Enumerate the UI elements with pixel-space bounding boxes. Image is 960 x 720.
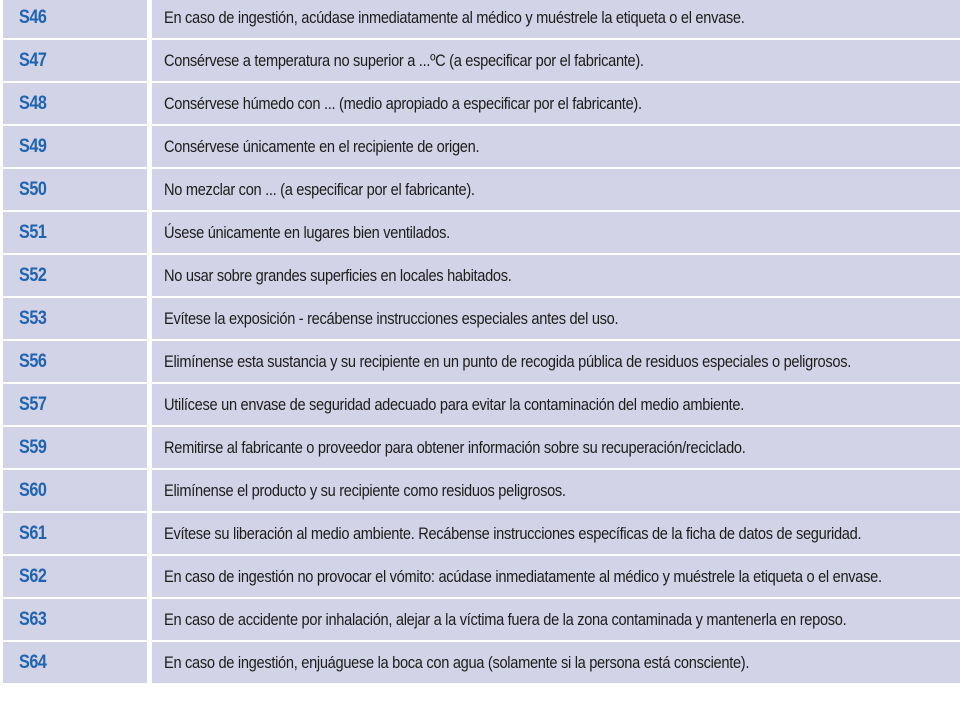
phrase-text: En caso de ingestión, enjuáguese la boca con agua (solamente si la persona está consciente). [164,652,750,672]
table-row [3,340,960,383]
phrase-code-cell [3,125,150,168]
phrase-code-cell [3,469,150,512]
safety-phrases-table [3,0,960,685]
phrase-text-cell [150,340,960,383]
phrase-text-cell [150,168,960,211]
phrase-code: S50 [19,178,47,200]
phrase-text-cell [150,641,960,684]
phrase-text: Elimínense esta sustancia y su recipiente en un punto de recogida pública de residuos especiales o peligrosos. [164,351,851,371]
phrase-text: Consérvese únicamente en el recipiente de origen. [164,136,480,156]
phrase-text: Consérvese a temperatura no superior a ...ºC (a especificar por el fabricante). [164,50,644,70]
phrase-text-cell [150,555,960,598]
phrase-text: En caso de ingestión no provocar el vómito: acúdase inmediatamente al médico y muéstrele la etiqueta o el envase. [164,566,882,586]
table-row [3,512,960,555]
phrase-text: Utilícese un envase de seguridad adecuado para evitar la contaminación del medio ambiente. [164,394,745,414]
phrase-code-cell [3,383,150,426]
phrase-code: S57 [19,393,47,415]
phrase-code: S53 [19,307,47,329]
table-row [3,641,960,684]
phrase-code-cell [3,555,150,598]
phrase-text-cell [150,0,960,39]
table-row [3,297,960,340]
phrase-code-cell [3,426,150,469]
table-row [3,469,960,512]
phrase-text-cell [150,598,960,641]
phrase-text: Remitirse al fabricante o proveedor para obtener información sobre su recuperación/reciclado. [164,437,746,457]
phrase-text: Consérvese húmedo con ... (medio apropiado a especificar por el fabricante). [164,93,642,113]
phrase-code: S48 [19,92,47,114]
phrase-text-cell [150,39,960,82]
phrase-code: S64 [19,651,47,673]
phrase-text-cell [150,297,960,340]
phrase-code: S61 [19,522,47,544]
phrase-code: S52 [19,264,47,286]
phrase-text-cell [150,383,960,426]
phrase-code-cell [3,512,150,555]
phrase-text-cell [150,211,960,254]
phrase-code: S56 [19,350,47,372]
phrase-text: Úsese únicamente en lugares bien ventilados. [164,222,450,242]
phrase-text-cell [150,82,960,125]
phrase-code: S51 [19,221,47,243]
table-row [3,125,960,168]
phrase-code-cell [3,211,150,254]
phrase-code: S63 [19,608,47,630]
table-row [3,426,960,469]
phrase-code: S62 [19,565,47,587]
phrase-code: S49 [19,135,47,157]
phrase-text-cell [150,426,960,469]
table-row [3,82,960,125]
phrase-code-cell [3,641,150,684]
phrase-text: No usar sobre grandes superficies en locales habitados. [164,265,512,285]
phrase-text-cell [150,469,960,512]
phrase-code-cell [3,254,150,297]
phrase-text: En caso de accidente por inhalación, alejar a la víctima fuera de la zona contaminada y mantenerla en reposo. [164,609,847,629]
phrase-code: S47 [19,49,47,71]
phrase-text: En caso de ingestión, acúdase inmediatamente al médico y muéstrele la etiqueta o el envase. [164,7,745,27]
phrase-code-cell [3,168,150,211]
phrase-code-cell [3,82,150,125]
phrase-code: S46 [19,6,47,28]
phrase-text: Elimínense el producto y su recipiente como residuos peligrosos. [164,480,566,500]
phrase-code-cell [3,340,150,383]
table-row [3,39,960,82]
table-row [3,0,960,39]
table-row [3,168,960,211]
table-body [3,0,960,684]
phrase-code-cell [3,598,150,641]
phrase-text: Evítese la exposición - recábense instrucciones especiales antes del uso. [164,308,619,328]
phrase-code-cell [3,0,150,39]
table-row [3,598,960,641]
phrase-code-cell [3,39,150,82]
table-row [3,254,960,297]
phrase-code: S59 [19,436,47,458]
table-row [3,383,960,426]
table-row [3,211,960,254]
phrase-code: S60 [19,479,47,501]
phrase-text: No mezclar con ... (a especificar por el fabricante). [164,179,475,199]
table-row [3,555,960,598]
phrase-text-cell [150,254,960,297]
phrase-text-cell [150,512,960,555]
safety-phrases-table-container [3,0,960,720]
phrase-text-cell [150,125,960,168]
phrase-code-cell [3,297,150,340]
phrase-text: Evítese su liberación al medio ambiente. Recábense instrucciones específicas de la ficha de datos de seguridad. [164,523,862,543]
